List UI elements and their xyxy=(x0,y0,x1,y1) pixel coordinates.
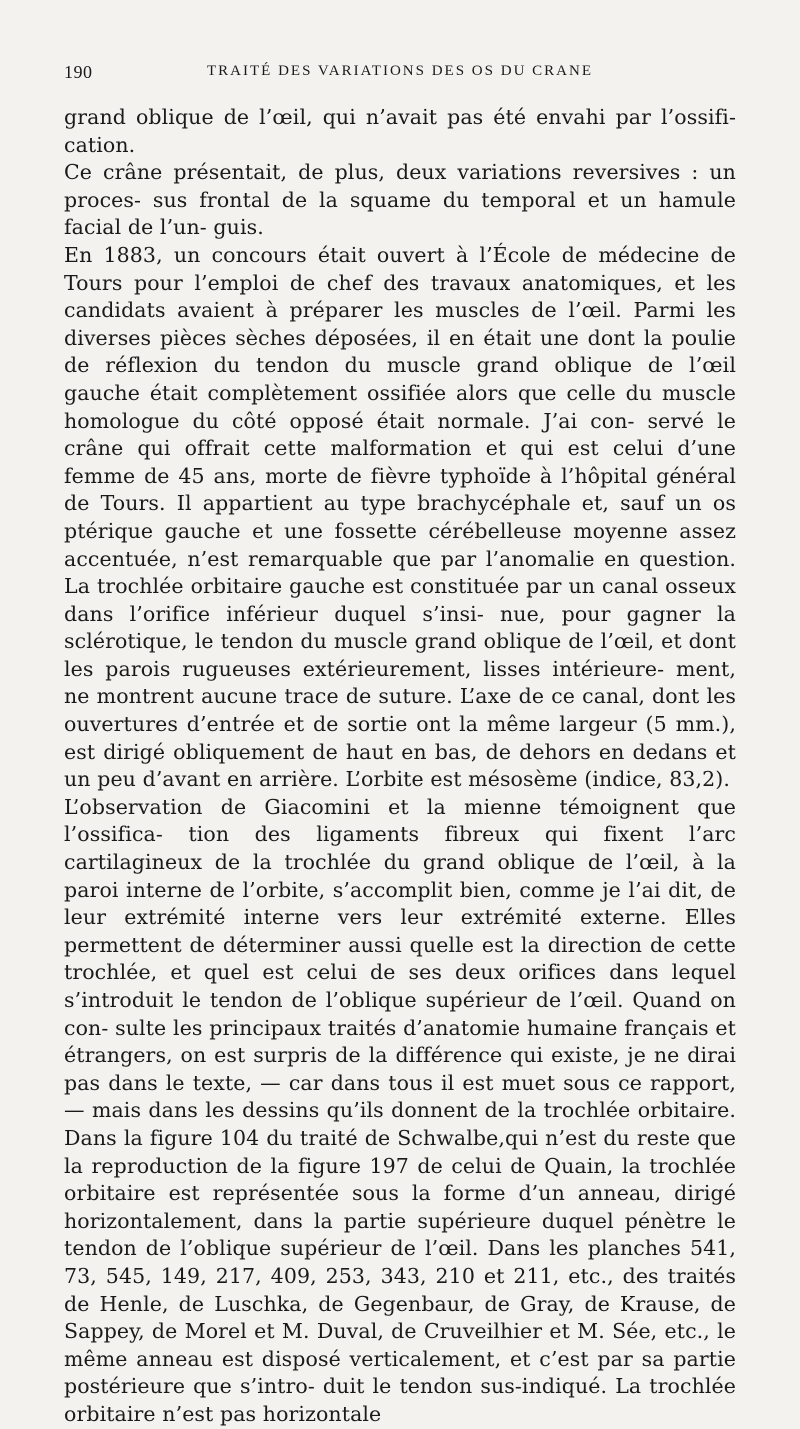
paragraph: En 1883, un concours était ouvert à l’École de médecine de Tours pour l’emploi de chef des travaux anatomiques, et les candidats avaient à préparer les muscles de l’œil. Parmi les diverses pièces sèches déposées, il en était une dont la poulie de réflexion du tendon du muscle grand oblique de l’œil gauche était complètement ossifiée alors que celle du muscle homologue du côté opposé était normale. J’ai con- servé le crâne qui offrait cette malformation et qui est celui d’une femme de 45 ans, morte de fièvre typhoïde à l’hôpital général de Tours. Il appartient au type brachycéphale et, sauf un os ptérique gauche et une fossette cérébelleuse moyenne assez accentuée, n’est remarquable que par l’anomalie en question. La trochlée orbitaire gauche est constituée par un canal osseux dans l’orifice inférieur duquel s’insi- nue, pour gagner la sclérotique, le tendon du muscle grand oblique de l’œil, et dont les parois rugueuses extérieurement, lisses intérieure- ment, ne montrent aucune trace de suture. L’axe de ce canal, dont les ouvertures d’entrée et de sortie ont la même largeur (5 mm.), est dirigé obliquement de haut en bas, de dehors en dedans et un peu d’avant en arrière. L’orbite est mésosème (indice, 83,2). xyxy=(64,242,736,792)
paragraph: grand oblique de l’œil, qui n’avait pas été envahi par l’ossifi- cation. xyxy=(64,105,736,157)
paragraph: Ce crâne présentait, de plus, deux variations reversives : un proces- sus frontal de la squame du temporal et un hamule facial de l’un- guis. xyxy=(64,160,736,240)
running-title: TRAITÉ DES VARIATIONS DES OS DU CRANE xyxy=(207,63,593,79)
page-header xyxy=(64,62,736,86)
paragraph: L’observation de Giacomini et la mienne témoignent que l’ossifica- tion des ligaments fibreux qui fixent l’arc cartilagineux de la trochlée du grand oblique de l’œil, à la paroi interne de l’orbite, s’accomplit bien, comme je l’ai dit, de leur extrémité interne vers leur extrémité externe. Elles permettent de déterminer aussi quelle est la direction de cette trochlée, et quel est celui de ses deux orifices dans lequel s’introduit le tendon de l’oblique supérieur de l’œil. Quand on con- sulte les principaux traités d’anatomie humaine français et étrangers, on est surpris de la différence qui existe, je ne dirai pas dans le texte, — car dans tous il est muet sous ce rapport, — mais dans les dessins qu’ils donnent de la trochlée orbitaire. Dans la figure 104 du traité de Schwalbe,qui n’est du reste que la reproduction de la figure 197 de celui de Quain, la trochlée orbitaire est représentée sous la forme d’un anneau, dirigé horizontalement, dans la partie supérieure duquel pénètre le tendon de l’oblique supérieur de l’œil. Dans les planches 541, 73, 545, 149, 217, 409, 253, 343, 210 et 211, etc., des traités de Henle, de Luschka, de Gegenbaur, de Gray, de Krause, de Sappey, de Morel et M. Duval, de Cruveilhier et M. Sée, etc., le même anneau est disposé verticalement, et c’est par sa partie postérieure que s’intro- duit le tendon sus-indiqué. La trochlée orbitaire n’est pas horizontale xyxy=(64,794,736,1426)
page-number: 190 xyxy=(64,62,93,82)
body-text xyxy=(64,104,736,1429)
